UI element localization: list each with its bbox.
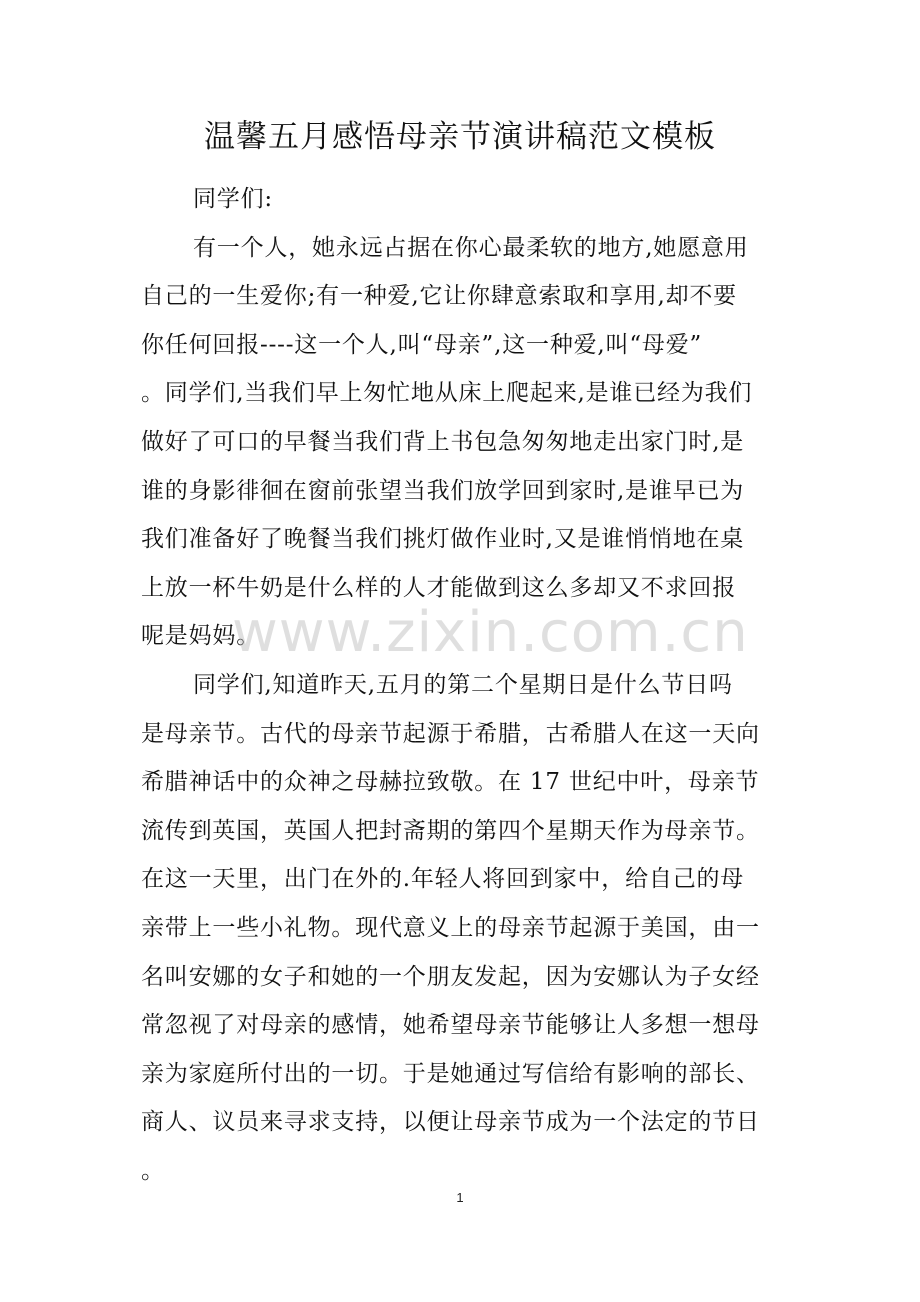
text-line: 你任何回报----这一个人,叫“母亲”,这一种爱,叫“母爱” [141,331,703,358]
document-title: 温馨五月感悟母亲节演讲稿范文模板 [204,119,716,155]
text-line: 是母亲节。古代的母亲节起源于希腊，古希腊人在这一天向 [141,720,760,747]
text-line: 我们准备好了晚餐当我们挑灯做作业时,又是谁悄悄地在桌 [141,526,745,553]
text-line: 。同学们,当我们早上匆忙地从床上爬起来,是谁已经为我们 [141,380,753,407]
text-line: 上放一杯牛奶是什么样的人才能做到这么多却又不求回报 [141,574,736,601]
watermark: www.zixin.com.cn [232,600,749,665]
text-line: 自己的一生爱你;有一种爱,它让你肆意索取和享用,却不要 [141,283,737,310]
text-line: 希腊神话中的众神之母赫拉致敬。在 17 世纪中叶，母亲节 [141,769,760,796]
text-line: 。 [141,1157,165,1184]
text-line: 在这一天里，出门在外的.年轻人将回到家中，给自己的母 [141,866,745,893]
text-line: 流传到英国，英国人把封斋期的第四个星期天作为母亲节。 [141,817,760,844]
text-line: 名叫安娜的女子和她的一个朋友发起，因为安娜认为子女经 [141,963,760,990]
text-line-greeting: 同学们: [193,186,273,212]
page-number: 1 [456,1190,464,1205]
text-line: 亲带上一些小礼物。现代意义上的母亲节起源于美国，由一 [141,914,760,941]
text-line: 亲为家庭所付出的一切。于是她通过写信给有影响的部长、 [141,1060,760,1087]
text-line: 同学们,知道昨天,五月的第二个星期日是什么节日吗 [193,671,733,698]
document-body [141,175,786,1195]
text-line: 呢是妈妈。 [141,623,260,650]
text-line: 商人、议员来寻求支持，以便让母亲节成为一个法定的节日 [141,1109,760,1136]
text-line: 常忽视了对母亲的感情，她希望母亲节能够让人多想一想母 [141,1012,760,1039]
text-line: 有一个人，她永远占据在你心最柔软的地方,她愿意用 [193,234,749,261]
text-line: 谁的身影徘徊在窗前张望当我们放学回到家时,是谁早已为 [141,477,745,504]
text-line: 做好了可口的早餐当我们背上书包急匆匆地走出家门时,是 [141,428,745,455]
